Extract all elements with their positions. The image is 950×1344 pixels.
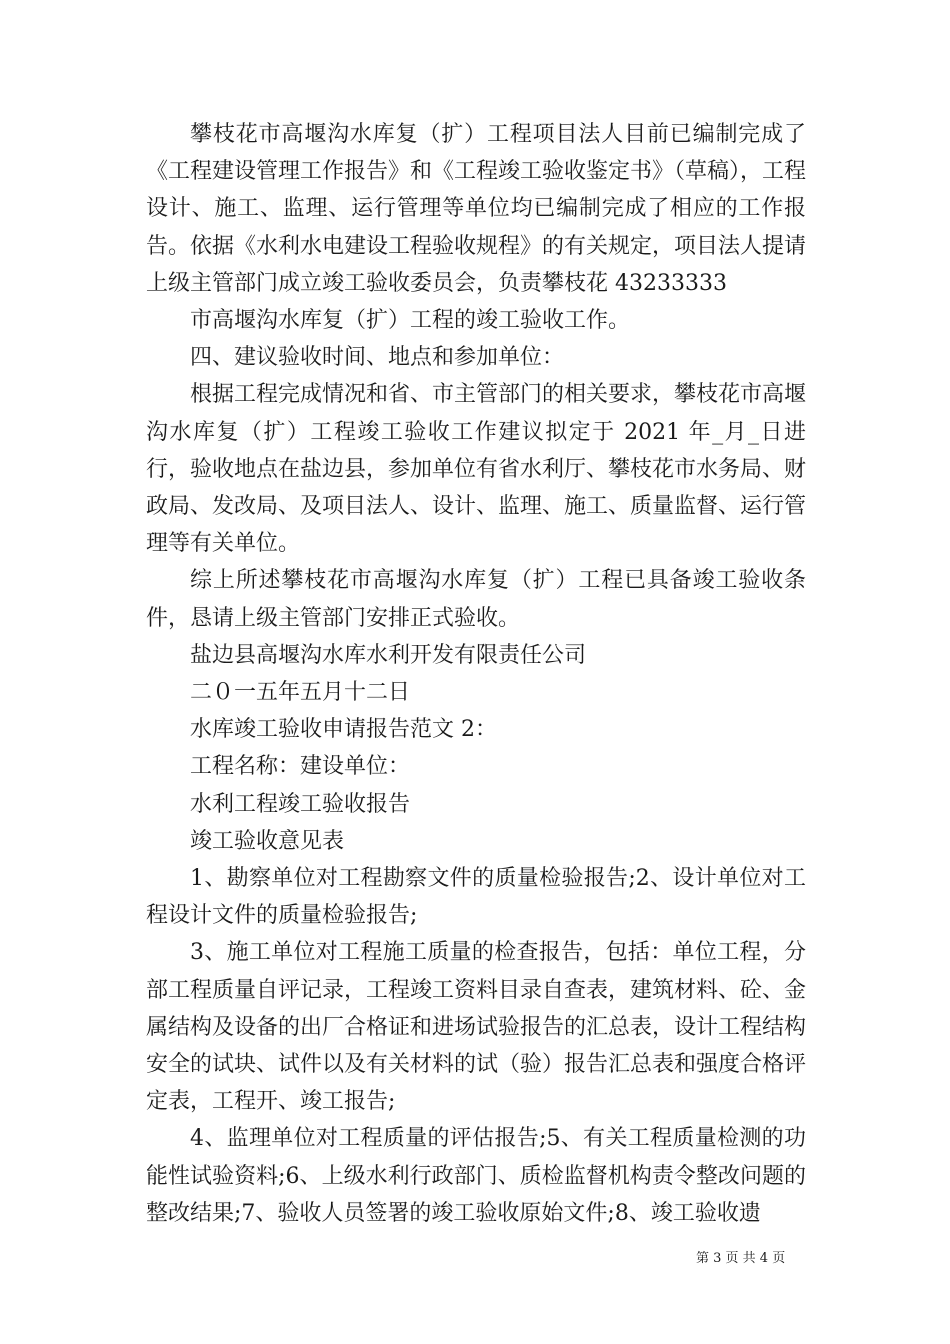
opinion-form-title: 竣工验收意见表 [190, 828, 345, 854]
paragraph-acceptance-schedule: 根据工程完成情况和省、市主管部门的相关要求，攀枝花市高堰沟水库复（扩）工程竣工验收工作建议拟定于 2021 年_月_日进行，验收地点在盐边县，参加单位有省水利厅、攀枝花市水务局、财政局、发改局、及项目法人、设计、监理、施工、质量监督、运行管理等有关单位。 [146, 382, 807, 557]
document-body [146, 116, 806, 1232]
sample-heading: 水库竣工验收申请报告范文 2： [190, 717, 497, 743]
list-items-1-2: 1、勘察单位对工程勘察文件的质量检验报告;2、设计单位对工程设计文件的质量检验报告; [146, 866, 806, 929]
list-item-3: 3、施工单位对工程施工质量的检查报告，包括：单位工程，分部工程质量自评记录，工程竣工资料目录自查表，建筑材料、砼、金属结构及设备的出厂合格证和进场试验报告的汇总表，设计工程结构安全的试块、试件以及有关材料的试（验）报告汇总表和强度合格评定表，工程开、竣工报告; [146, 940, 807, 1115]
project-name-line: 工程名称：建设单位： [190, 754, 411, 780]
signature-company: 盐边县高堰沟水库水利开发有限责任公司 [190, 642, 587, 668]
signature-date: 二０一五年五月十二日 [190, 680, 411, 706]
paragraph-acceptance-work: 市高堰沟水库复（扩）工程的竣工验收工作。 [190, 308, 631, 334]
paragraph-project-reports: 攀枝花市高堰沟水库复（扩）工程项目法人目前已编制完成了《工程建设管理工作报告》和《工程竣工验收鉴定书》（草稿），工程设计、施工、监理、运行管理等单位均已编制完成了相应的工作报告。依据《水利水电建设工程验收规程》的有关规定，项目法人提请上级主管部门成立竣工验收委员会，负责攀枝花 43233333 [146, 122, 807, 296]
list-items-4-8: 4、监理单位对工程质量的评估报告;5、有关工程质量检测的功能性试验资料;6、上级水利行政部门、质检监督机构责令整改问题的整改结果;7、验收人员签署的竣工验收原始文件;8、竣工验收遗 [146, 1126, 806, 1226]
report-title: 水利工程竣工验收报告 [190, 791, 411, 817]
page-number: 第 3 页 共 4 页 [696, 1251, 786, 1266]
paragraph-conclusion: 综上所述攀枝花市高堰沟水库复（扩）工程已具备竣工验收条件，恳请上级主管部门安排正式验收。 [146, 568, 806, 631]
section-heading-time-place: 四、建议验收时间、地点和参加单位： [190, 345, 565, 371]
